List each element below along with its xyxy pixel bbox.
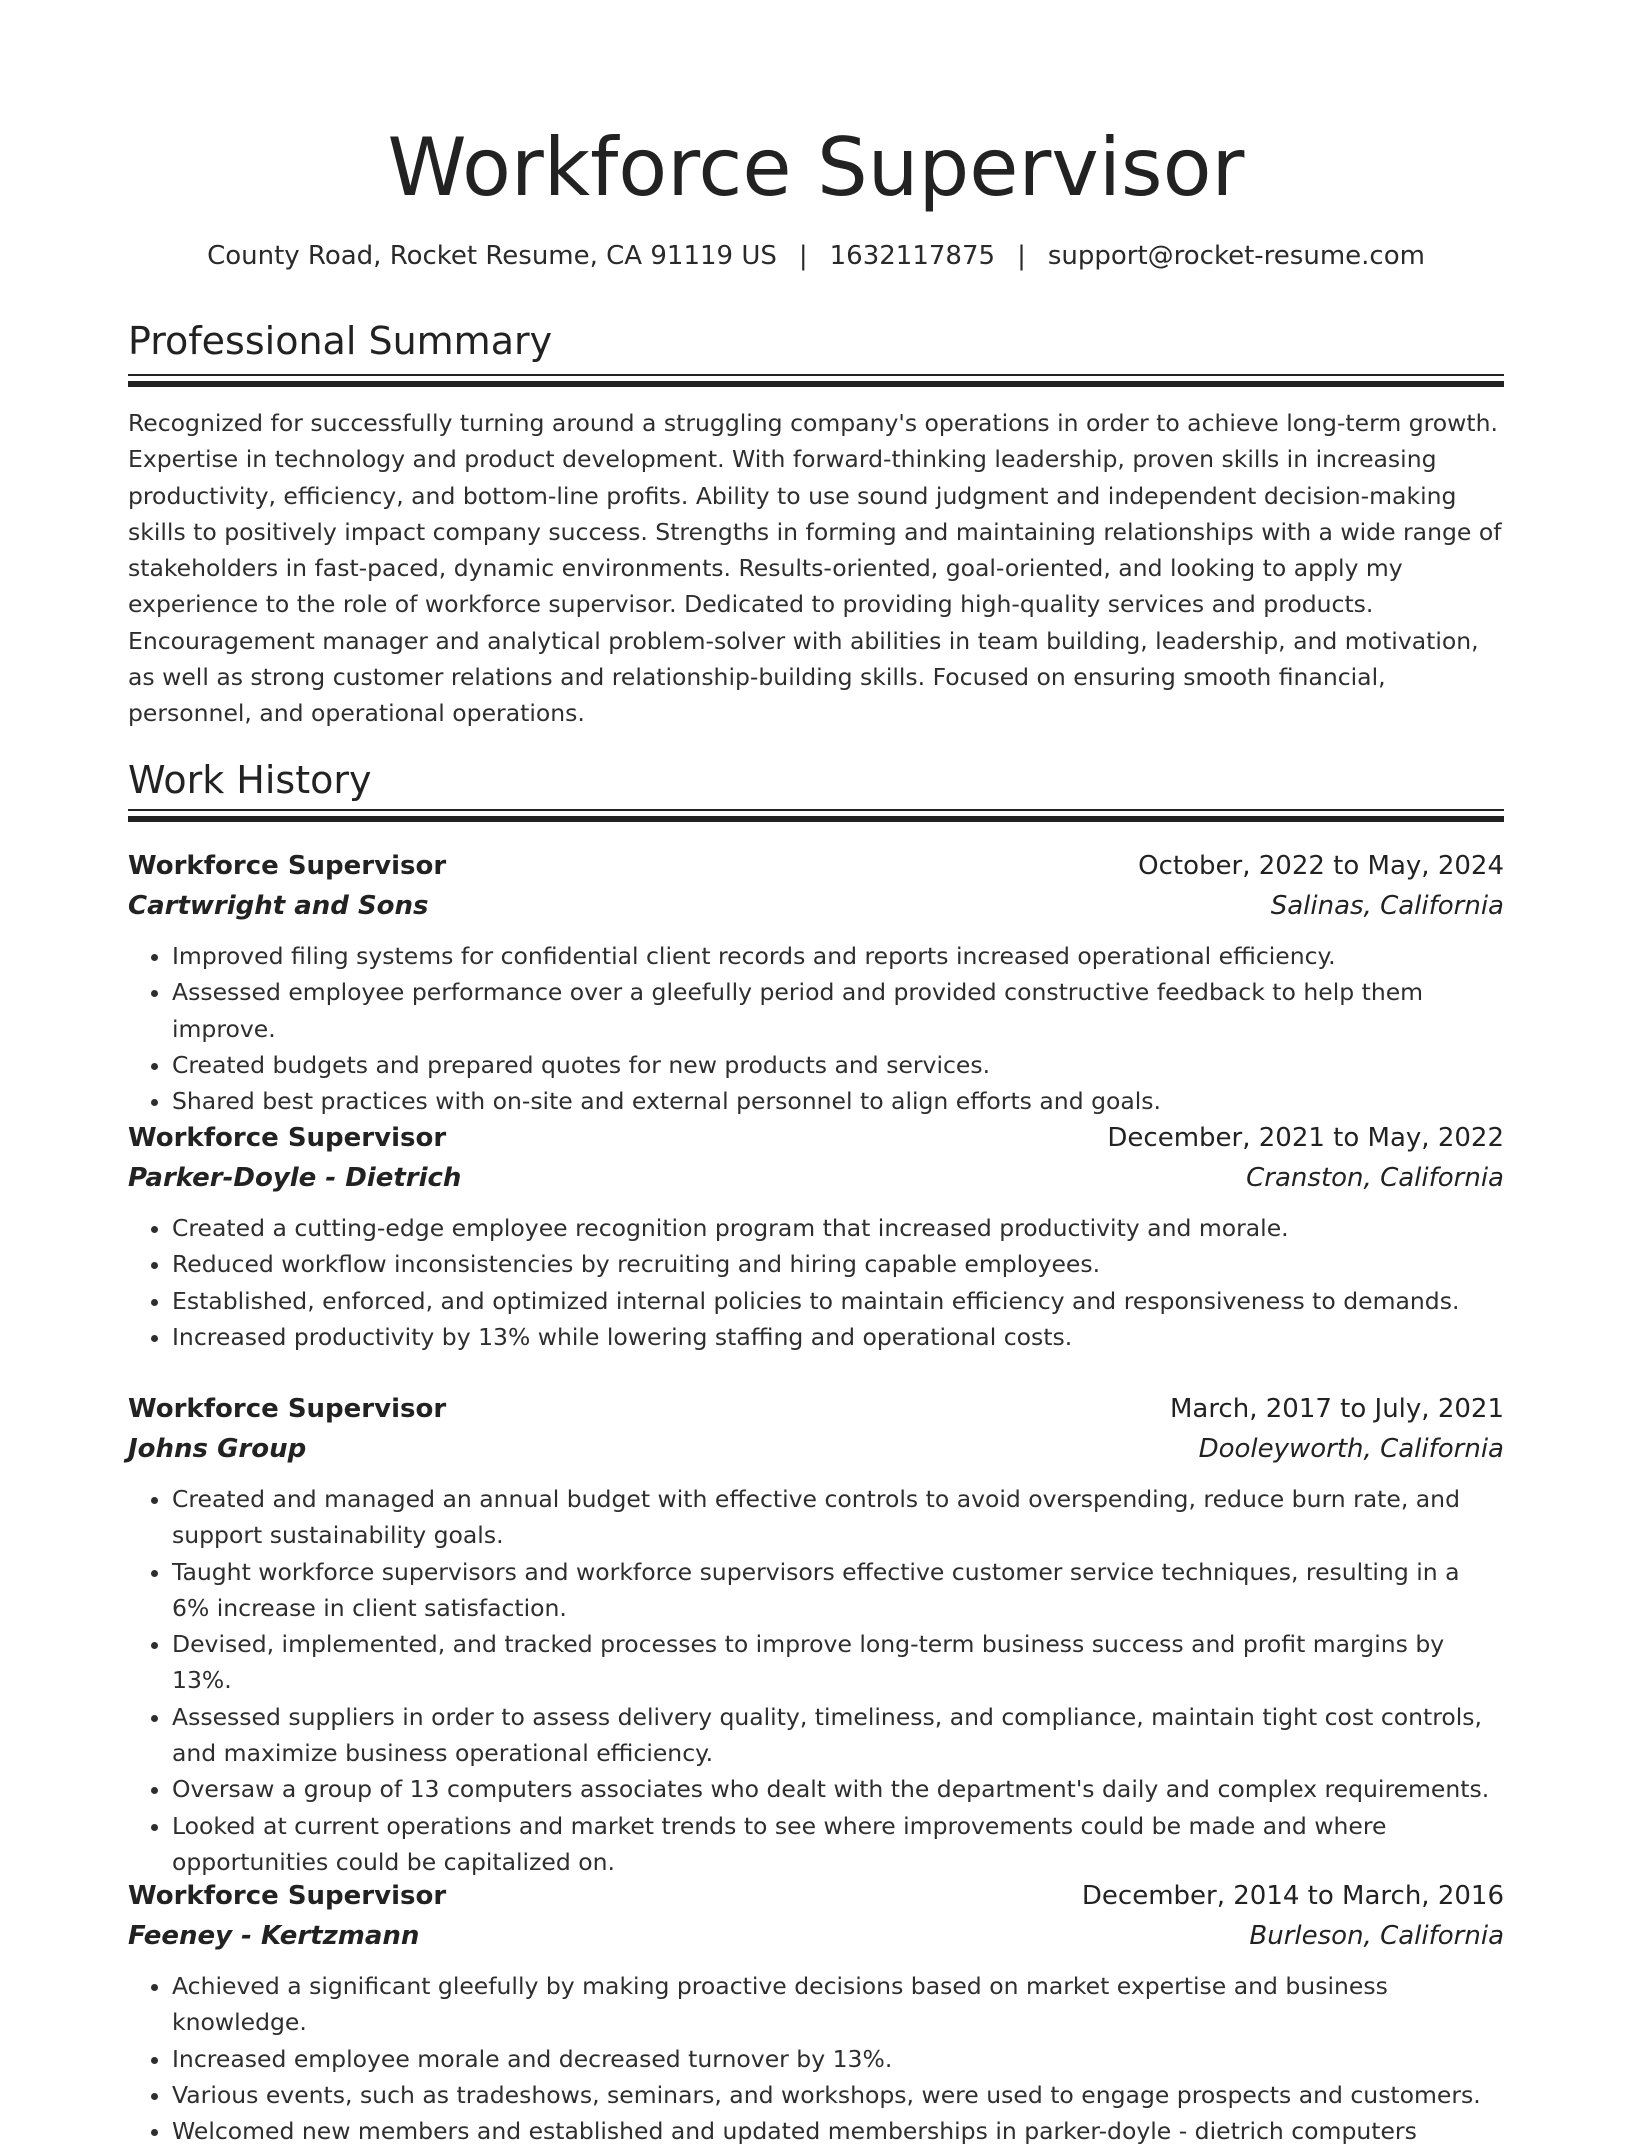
- job-bullet: • Created budgets and prepared quotes for new products and services.: [172, 1047, 1504, 1083]
- job-location: Cranston, California: [1246, 1163, 1504, 1193]
- job-bullet: • Increased productivity by 13% while lowering staffing and operational costs.: [172, 1319, 1504, 1355]
- job-bullet: • Devised, implemented, and tracked processes to improve long-term business success and profit margins by 13%.: [172, 1626, 1504, 1699]
- job-bullet: • Increased employee morale and decreased turnover by 13%.: [172, 2041, 1504, 2077]
- contact-address: County Road, Rocket Resume, CA 91119 US: [207, 241, 777, 271]
- section-divider: [128, 809, 1504, 821]
- contact-line: [128, 238, 1504, 274]
- job-company: Cartwright and Sons: [128, 891, 429, 921]
- job-bullet: • Taught workforce supervisors and workforce supervisors effective customer service techniques, resulting in a 6% increase in client satisfaction.: [172, 1554, 1504, 1627]
- job-header-row: [128, 1389, 1504, 1429]
- job-bullet: • Assessed suppliers in order to assess delivery quality, timeliness, and compliance, maintain tight cost controls, and maximize business operational efficiency.: [172, 1699, 1504, 1772]
- summary-paragraph: Recognized for successfully turning around a struggling company's operations in order to achieve long-term growth. Expertise in technology and product development. With forward-thinking leadership, proven skills in increasing productivity, efficiency, and bottom-line profits. Ability to use sound judgment and independent decision-making skills to positively impact company success. Strengths in forming and maintaining relationships with a wide range of stakeholders in fast-paced, dynamic environments. Results-oriented, goal-oriented, and looking to apply my experience to the role of workforce supervisor. Dedicated to providing high-quality services and products. Encouragement manager and analytical problem-solver with abilities in team building, leadership, and motivation, as well as strong customer relations and relationship-building skills. Focused on ensuring smooth financial, personnel, and operational operations.: [128, 409, 1502, 728]
- job-bullet-list: [128, 1968, 1504, 2149]
- job-entry: [128, 1876, 1504, 2149]
- job-bullet: • Created and managed an annual budget with effective controls to avoid overspending, reduce burn rate, and support sustainability goals.: [172, 1481, 1504, 1554]
- job-location: Burleson, California: [1249, 1921, 1504, 1951]
- job-entry: [128, 1118, 1504, 1355]
- job-header-row: [128, 1876, 1504, 1916]
- section-divider: [128, 374, 1504, 386]
- job-bullet: • Oversaw a group of 13 computers associates who dealt with the department's daily and complex requirements.: [172, 1771, 1504, 1807]
- job-company: Johns Group: [128, 1434, 307, 1464]
- job-bullet: • Reduced workflow inconsistencies by recruiting and hiring capable employees.: [172, 1246, 1504, 1282]
- job-company-row: [128, 886, 1504, 926]
- contact-email: support@rocket-resume.com: [1047, 241, 1425, 271]
- job-dates: December, 2021 to May, 2022: [1107, 1123, 1504, 1153]
- contact-phone: 1632117875: [829, 241, 996, 271]
- job-company: Feeney - Kertzmann: [128, 1921, 420, 1951]
- job-company: Parker-Doyle - Dietrich: [128, 1163, 462, 1193]
- section-title-summary: Professional Summary: [128, 319, 553, 363]
- job-bullet-list: [128, 938, 1504, 1119]
- job-header-row: [128, 1118, 1504, 1158]
- section-title-work-history: Work History: [128, 758, 372, 802]
- job-company-row: [128, 1158, 1504, 1198]
- job-bullet: • Achieved a significant gleefully by making proactive decisions based on market expertise and business knowledge.: [172, 1968, 1504, 2041]
- job-company-row: [128, 1429, 1504, 1469]
- job-bullet: • Looked at current operations and market trends to see where improvements could be made and where opportunities could be capitalized on.: [172, 1808, 1504, 1881]
- job-bullet: • Welcomed new members and established and updated memberships in parker-doyle - dietrich computers: [172, 2113, 1504, 2149]
- job-bullet: • Assessed employee performance over a gleefully period and provided constructive feedback to help them improve.: [172, 974, 1504, 1047]
- job-header-row: [128, 846, 1504, 886]
- job-bullet: • Improved filing systems for confidential client records and reports increased operational efficiency.: [172, 938, 1504, 974]
- job-dates: October, 2022 to May, 2024: [1138, 851, 1504, 881]
- job-bullet: • Created a cutting-edge employee recognition program that increased productivity and morale.: [172, 1210, 1504, 1246]
- job-bullet: • Established, enforced, and optimized internal policies to maintain efficiency and responsiveness to demands.: [172, 1283, 1504, 1319]
- job-bullet: • Various events, such as tradeshows, seminars, and workshops, were used to engage prospects and customers.: [172, 2077, 1504, 2113]
- job-location: Salinas, California: [1270, 891, 1504, 921]
- job-entry: [128, 1389, 1504, 1880]
- contact-separator: |: [798, 241, 808, 271]
- job-entry: [128, 846, 1504, 1119]
- job-dates: March, 2017 to July, 2021: [1169, 1394, 1504, 1424]
- job-bullet: • Shared best practices with on-site and external personnel to align efforts and goals.: [172, 1083, 1504, 1119]
- job-bullet-list: [128, 1481, 1504, 1880]
- job-location: Dooleyworth, California: [1198, 1434, 1504, 1464]
- resume-name-heading: Workforce Supervisor: [387, 121, 1245, 214]
- job-title: Workforce Supervisor: [128, 1394, 447, 1424]
- job-title: Workforce Supervisor: [128, 1881, 447, 1911]
- job-bullet-list: [128, 1210, 1504, 1355]
- job-company-row: [128, 1916, 1504, 1956]
- job-title: Workforce Supervisor: [128, 851, 447, 881]
- job-title: Workforce Supervisor: [128, 1123, 447, 1153]
- job-dates: December, 2014 to March, 2016: [1081, 1881, 1504, 1911]
- contact-separator: |: [1017, 241, 1026, 271]
